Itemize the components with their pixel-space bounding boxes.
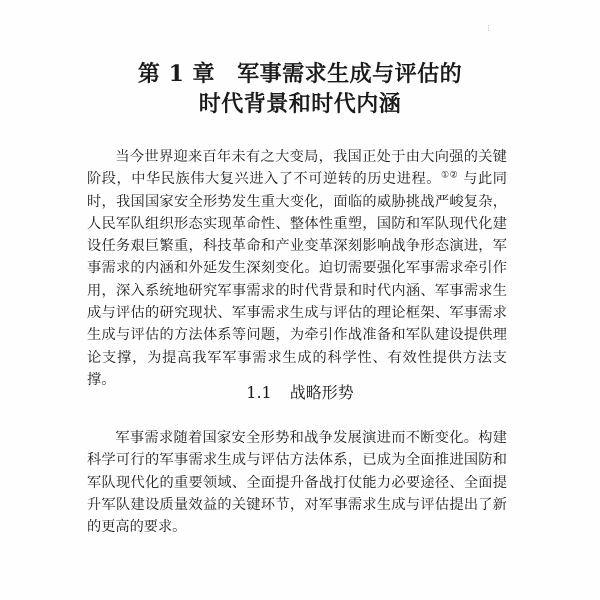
footnote-marks[interactable]: ①② <box>440 170 459 181</box>
section-heading <box>0 382 600 404</box>
chapter-title-line2: 时代背景和时代内涵 <box>198 91 402 117</box>
intro-paragraph <box>87 146 507 391</box>
more-options-icon[interactable]: ⋮ <box>485 24 492 32</box>
chapter-heading <box>0 60 600 88</box>
intro-text-part2: 与此同时，我国国家安全形势发生重大变化，面临的威胁挑战严峻复杂，人民军队组织形态实现革命性、整体性重塑，国防和军队现代化建设任务艰巨繁重，科技革命和产业变革深刻影响战争形态演进，军事需求的内涵和外延发生深刻变化。迫切需要强化军事需求牵引作用，深入系统地研究军事需求的时代背景和时代内涵、军事需求生成与评估的研究现状、军事需求生成与评估的理论框架、军事需求生成与评估的方法体系等问题，为牵引作战准备和军队建设提供理论支撑，为提高我军军事需求生成的科学性、有效性提供方法支撑。 <box>87 171 507 388</box>
chapter-number: 第 1 章 <box>137 61 216 87</box>
section-number: 1.1 <box>246 383 272 402</box>
section-title: 战略形势 <box>289 383 354 402</box>
intro-text-part1: 当今世界迎来百年未有之大变局，我国正处于由大向强的关键阶段，中华民族伟大复兴进入了不可逆转的历史进程。 <box>87 149 507 188</box>
section-paragraph: 军事需求随着国家安全形势和战争发展演进而不断变化。构建科学可行的军事需求生成与评估方法体系，已成为全面推进国防和军队现代化的重要领域、全面提升备战打仗能力必要途径、全面提升军队建设质量效益的关键环节，对军事需求生成与评估提出了新的更高的要求。 <box>87 430 507 536</box>
chapter-title-line1: 军事需求生成与评估的 <box>237 61 463 87</box>
